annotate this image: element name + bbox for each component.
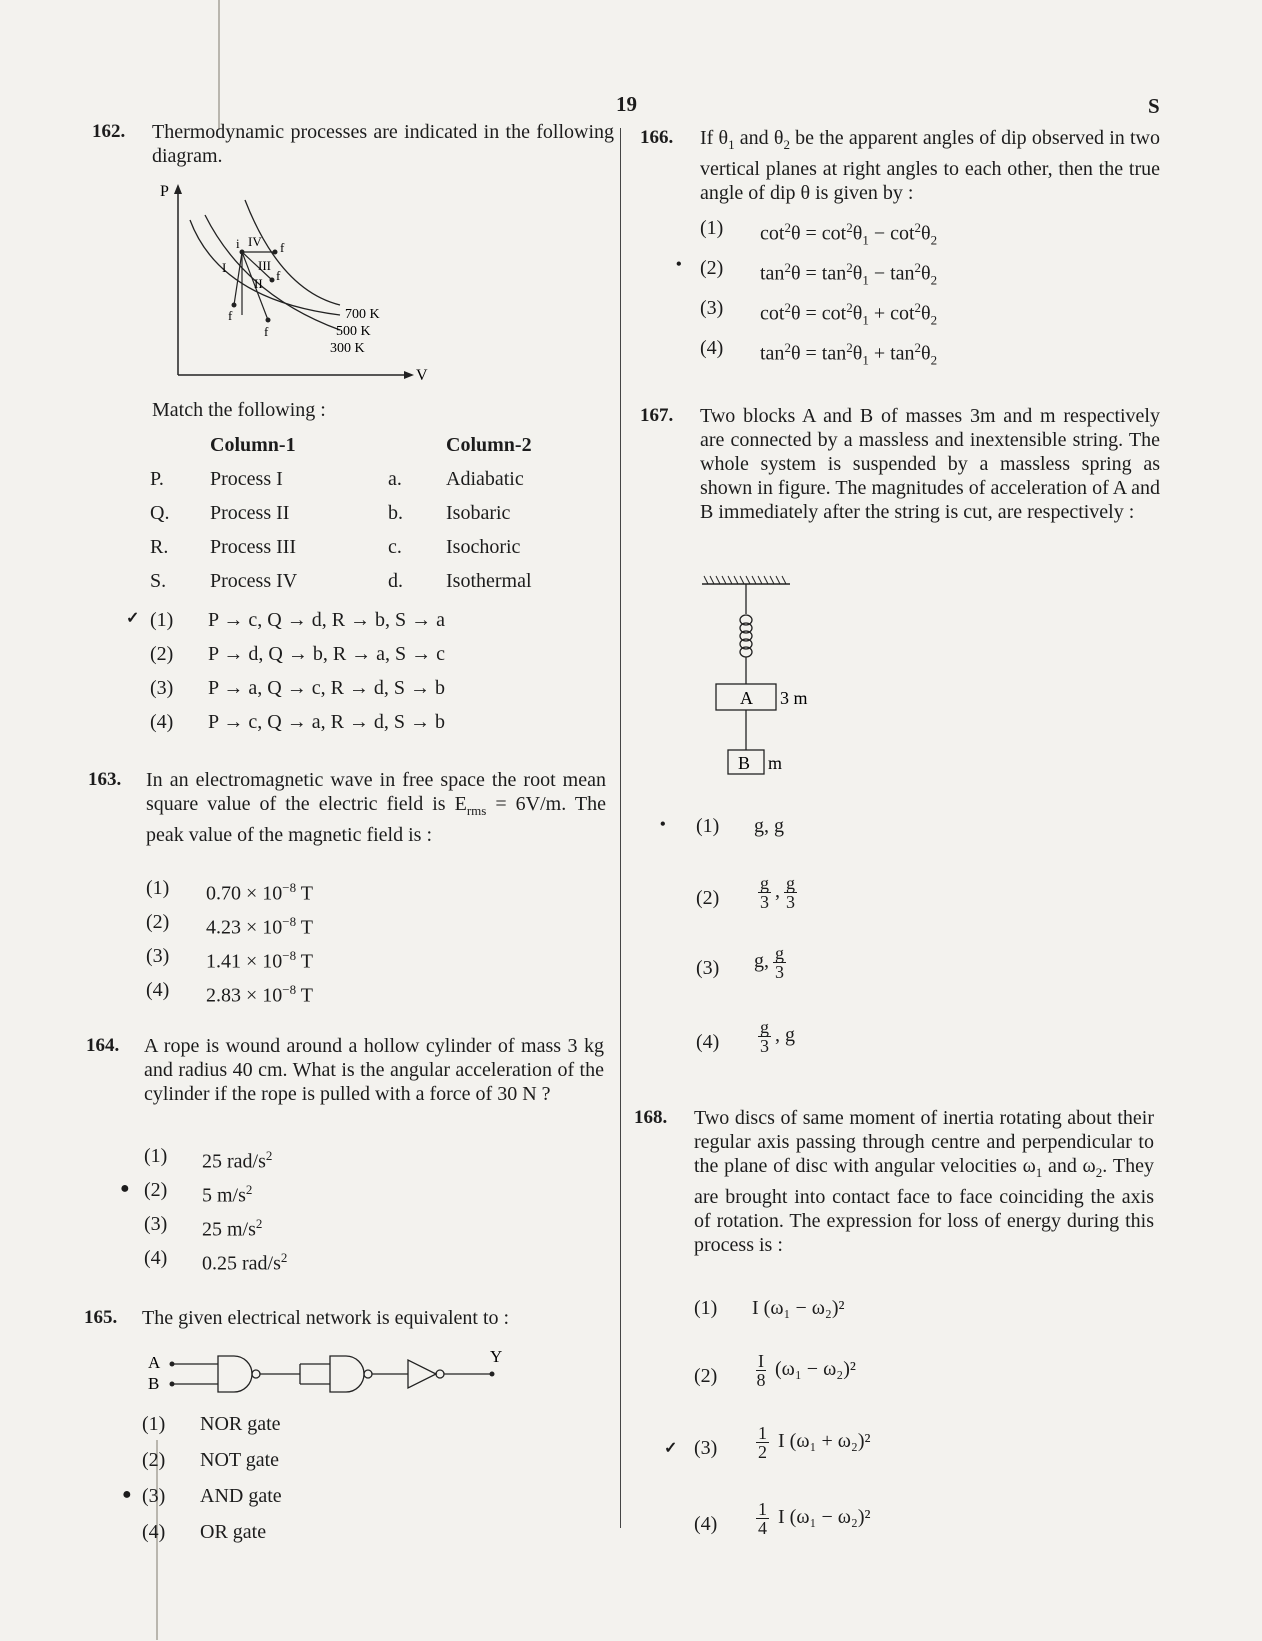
row-key: P. xyxy=(150,468,164,490)
match-table xyxy=(150,434,610,604)
question-text: The given electrical network is equivalent to : xyxy=(142,1307,510,1329)
question-number: 162. xyxy=(92,121,126,142)
row-value: Isothermal xyxy=(446,570,532,592)
answer-mark: ✓ xyxy=(126,610,140,627)
block-b-label: B xyxy=(738,753,751,773)
question-number: 166. xyxy=(640,127,674,148)
isotherm-label: 300 K xyxy=(330,341,365,356)
match-title: Match the following : xyxy=(152,399,326,421)
row-item: Process II xyxy=(210,502,290,524)
point-label: f xyxy=(280,240,285,255)
page-number: 19 xyxy=(616,92,637,116)
row-item: Process I xyxy=(210,468,283,490)
scan-artifact-line xyxy=(218,0,220,130)
row-key: Q. xyxy=(150,502,170,524)
block-a-label: A xyxy=(740,688,753,708)
point-label: i xyxy=(236,236,240,251)
question-text: Two discs of same moment of inertia rotating about their regular axis passing through centre and perpendicular to the plane of disc with angular velocities $\omega_1$ and $\omega_2$. They are brought into contact face to face coinciding the axis of rotation. The expression for loss of energy during this process is : xyxy=(694,1107,1155,1256)
input-a-label: A xyxy=(148,1353,161,1372)
output-y-label: Y xyxy=(490,1347,503,1366)
process-label: IV xyxy=(248,234,262,249)
row-value: Isochoric xyxy=(446,536,521,558)
row-item: Process IV xyxy=(210,570,298,592)
row-letter: c. xyxy=(388,536,402,558)
not-gate xyxy=(408,1360,436,1388)
point-label: f xyxy=(276,268,281,283)
nand-gate xyxy=(218,1356,252,1392)
series-code: S xyxy=(1148,94,1160,118)
process-label: II xyxy=(254,276,263,291)
point-label: f xyxy=(264,324,269,339)
row-letter: d. xyxy=(388,570,403,592)
question-number: 164. xyxy=(86,1035,120,1056)
row-letter: b. xyxy=(388,502,403,524)
question-number: 165. xyxy=(84,1307,118,1328)
row-key: S. xyxy=(150,570,167,592)
row-key: R. xyxy=(150,536,169,558)
x-axis-label: V xyxy=(416,367,428,380)
column-divider xyxy=(620,128,621,1528)
spring-coil xyxy=(740,615,752,657)
question-text: Two blocks A and B of masses 3m and m respectively are connected by a massless and inextensible string. The whole system is suspended by a massless spring as shown in figure. The magnitudes of acceleration of A and B immediately after the string is cut, are respectively : xyxy=(700,405,1160,523)
row-value: Adiabatic xyxy=(446,468,524,490)
process-label: III xyxy=(258,258,271,273)
question-text: A rope is wound around a hollow cylinder of mass 3 kg and radius 40 cm. What is the angular acceleration of the cylinder if the rope is pulled with a force of 30 N ? xyxy=(144,1035,604,1105)
answer-mark: ● xyxy=(120,1180,130,1197)
column-1-header: Column-1 xyxy=(210,434,296,456)
question-number: 167. xyxy=(640,405,674,426)
row-item: Process III xyxy=(210,536,297,558)
question-text: If $\theta_1$ and $\theta_2$ be the apparent angles of dip observed in two vertical planes at right angles to each other, then the true angle of dip θ is given by : xyxy=(700,127,1160,204)
block-a-mass: 3 m xyxy=(780,688,808,708)
isotherm-label: 700 K xyxy=(345,307,380,322)
question-text: Thermodynamic processes are indicated in the following diagram. xyxy=(152,121,614,167)
answer-mark: ● xyxy=(122,1486,132,1503)
question-number: 168. xyxy=(634,1107,668,1128)
row-value: Isobaric xyxy=(446,502,511,524)
block-b-mass: m xyxy=(768,753,783,773)
logic-circuit xyxy=(146,1346,516,1406)
isotherm-label: 500 K xyxy=(336,324,371,339)
answer-mark: • xyxy=(676,256,682,273)
input-b-label: B xyxy=(148,1374,160,1393)
y-axis-label: P xyxy=(160,183,169,200)
nand-gate xyxy=(330,1356,364,1392)
row-letter: a. xyxy=(388,468,402,490)
question-number: 163. xyxy=(88,769,122,790)
answer-mark: ✓ xyxy=(664,1440,678,1457)
spring-block-figure xyxy=(700,572,860,782)
process-label: I xyxy=(222,260,227,275)
pv-diagram xyxy=(150,180,430,380)
question-text: In an electromagnetic wave in free space the root mean square value of the electric field is $E_{rms} = 6V/m$. The peak value of the magnetic field is : xyxy=(146,769,606,846)
column-2-header: Column-2 xyxy=(446,434,532,456)
point-label: f xyxy=(228,308,233,323)
answer-mark: • xyxy=(660,816,666,833)
